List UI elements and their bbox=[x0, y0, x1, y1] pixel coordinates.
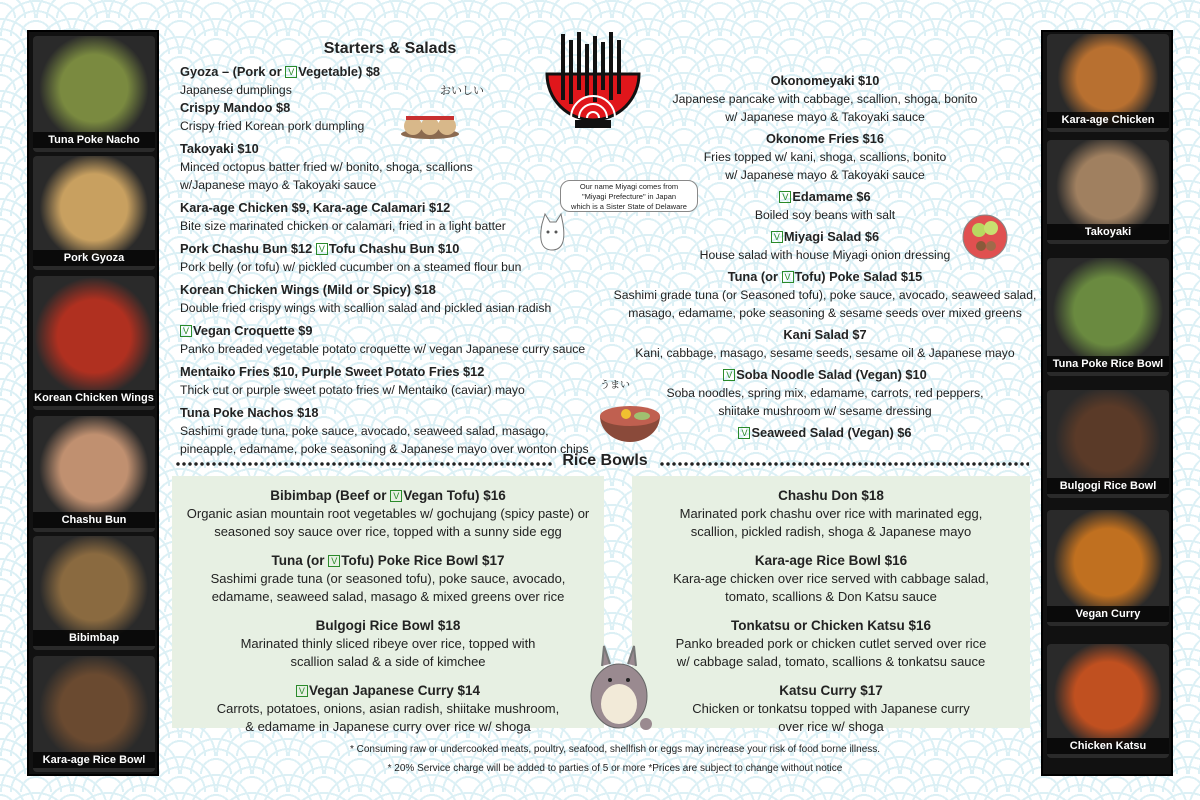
rice-bowls-title: Rice Bowls bbox=[562, 452, 648, 469]
food-photo bbox=[1047, 34, 1169, 132]
food-photo bbox=[33, 416, 155, 532]
menu-item-description: Japanese dumplings bbox=[180, 83, 292, 97]
menu-item-description: Panko breaded vegetable potato croquette w/ vegan Japanese curry sauce bbox=[180, 342, 586, 356]
photo-caption: Kara-age Rice Bowl bbox=[33, 752, 155, 768]
photo-strip-left bbox=[27, 30, 159, 776]
menu-item bbox=[180, 140, 610, 194]
menu-item-description: Panko breaded pork or chicken cutlet served over rice bbox=[675, 636, 987, 651]
menu-item-description: w/ Japanese mayo & Takoyaki sauce bbox=[725, 168, 925, 182]
menu-item bbox=[180, 322, 610, 358]
food-photo bbox=[1047, 644, 1169, 758]
item-name-text: Chashu Don $18 bbox=[778, 488, 884, 503]
photo-caption: Chashu Bun bbox=[33, 512, 155, 528]
menu-item-description: Pork belly (or tofu) w/ pickled cucumber on a steamed flour bun bbox=[180, 260, 522, 274]
rice-bowls-right-box bbox=[632, 476, 1030, 734]
menu-item bbox=[600, 366, 1050, 420]
food-photo bbox=[33, 276, 155, 410]
menu-item-name bbox=[172, 616, 604, 635]
menu-item-name bbox=[600, 326, 1050, 344]
menu-item-name bbox=[600, 424, 1050, 442]
item-name-text: Korean Chicken Wings (Mild or Spicy) $18 bbox=[180, 282, 436, 297]
item-name-text: Edamame $6 bbox=[792, 189, 871, 204]
menu-item-name bbox=[180, 322, 610, 340]
photo-strip-right bbox=[1041, 30, 1173, 776]
photo-caption: Korean Chicken Wings bbox=[34, 392, 154, 404]
menu-item-description: Soba noodles, spring mix, edamame, carrots, red peppers, bbox=[666, 386, 984, 400]
menu-item-name bbox=[180, 140, 610, 158]
menu-item bbox=[172, 616, 604, 671]
menu-item bbox=[632, 551, 1030, 606]
menu-item-description: shiitake mushroom w/ sesame dressing bbox=[718, 404, 932, 418]
menu-item-description: w/Japanese mayo & Takoyaki sauce bbox=[180, 178, 377, 192]
photo-caption: Pork Gyoza bbox=[33, 250, 155, 266]
item-name-text: Bulgogi Rice Bowl $18 bbox=[315, 618, 461, 633]
menu-item-description: w/ Japanese mayo & Takoyaki sauce bbox=[725, 110, 925, 124]
item-name-text: Pork Chashu Bun $12 bbox=[180, 241, 316, 256]
item-name-text: Kara-age Chicken $9, Kara-age Calamari $12 bbox=[180, 200, 451, 215]
menu-item-name bbox=[632, 681, 1030, 700]
vegan-mark-icon: V bbox=[782, 271, 794, 283]
item-name-text: Vegan Tofu) $16 bbox=[403, 488, 506, 503]
food-photo bbox=[33, 656, 155, 772]
item-name-text: Mentaiko Fries $10, Purple Sweet Potato Fries $12 bbox=[180, 364, 485, 379]
item-name-text: Tofu) Poke Salad $15 bbox=[794, 269, 923, 284]
vegan-mark-icon: V bbox=[723, 369, 735, 381]
item-name-text: Kara-age Rice Bowl $16 bbox=[754, 553, 908, 568]
menu-item-description: pineapple, edamame, poke seasoning & Japanese mayo over wonton chips bbox=[180, 442, 589, 456]
menu-item bbox=[632, 486, 1030, 541]
item-name-text: Vegan Croquette $9 bbox=[193, 323, 313, 338]
item-name-text: Tofu Chashu Bun $10 bbox=[328, 241, 460, 256]
menu-item-description: Sashimi grade tuna (or Seasoned tofu), poke sauce, avocado, seaweed salad, bbox=[613, 288, 1037, 302]
menu-item-name bbox=[600, 130, 1050, 148]
menu-item-name bbox=[180, 63, 610, 81]
menu-item-name bbox=[632, 616, 1030, 635]
food-photo bbox=[1047, 390, 1169, 498]
menu-item bbox=[172, 681, 604, 736]
menu-item-description: Chicken or tonkatsu topped with Japanese curry bbox=[692, 701, 970, 716]
menu-item-description: Double fried crispy wings with scallion salad and pickled asian radish bbox=[180, 301, 552, 315]
menu-item-name bbox=[172, 486, 604, 505]
menu-item-description: Marinated thinly sliced ribeye over rice, topped with bbox=[240, 636, 536, 651]
item-name-text: Soba Noodle Salad (Vegan) $10 bbox=[736, 367, 927, 382]
photo-caption: Chicken Katsu bbox=[1047, 738, 1169, 754]
item-name-text: Tuna Poke Nachos $18 bbox=[180, 405, 319, 420]
food-photo bbox=[33, 36, 155, 152]
menu-item-description: Japanese pancake with cabbage, scallion, shoga, bonito bbox=[672, 92, 978, 106]
cat-mascot-icon bbox=[537, 210, 567, 254]
item-name-text: Tuna (or bbox=[271, 553, 329, 568]
rice-bowls-left-box bbox=[172, 476, 604, 734]
photo-caption: Takoyaki bbox=[1047, 224, 1169, 240]
menu-item-description: over rice w/ shoga bbox=[778, 719, 884, 734]
menu-item-description: Sashimi grade tuna (or seasoned tofu), poke sauce, avocado, bbox=[210, 571, 566, 586]
menu-item-description: seasoned soy sauce over rice, topped with a sunny side egg bbox=[214, 524, 562, 539]
menu-item bbox=[600, 424, 1050, 442]
menu-item-name bbox=[600, 72, 1050, 90]
menu-item-description: masago, edamame, poke seasoning & sesame seeds over mixed greens bbox=[628, 306, 1022, 320]
item-name-text: Okonome Fries $16 bbox=[765, 131, 885, 146]
photo-caption: Tuna Poke Nacho bbox=[33, 132, 155, 148]
menu-item-name bbox=[600, 366, 1050, 384]
takoyaki-mascot-icon bbox=[400, 108, 460, 140]
item-name-text: Kani Salad $7 bbox=[783, 327, 867, 342]
menu-item-description: Kara-age chicken over rice served with cabbage salad, bbox=[673, 571, 989, 586]
photo-caption: Tuna Poke Rice Bowl bbox=[1047, 356, 1169, 372]
item-name-text: Miyagi Salad $6 bbox=[783, 229, 880, 244]
menu-item-description: edamame, seaweed salad, masago & mixed greens over rice bbox=[211, 589, 565, 604]
menu-item bbox=[600, 130, 1050, 184]
dotted-line bbox=[659, 462, 1029, 466]
menu-item bbox=[600, 326, 1050, 362]
oishii-label: おいしい bbox=[440, 85, 484, 97]
item-name-text: Takoyaki $10 bbox=[180, 141, 259, 156]
vegan-mark-icon: V bbox=[316, 243, 328, 255]
item-name-text: Vegetable) $8 bbox=[298, 64, 381, 79]
vegan-mark-icon: V bbox=[390, 490, 402, 502]
item-name-text: Crispy Mandoo $8 bbox=[180, 100, 291, 115]
footer-disclaimer: * Consuming raw or undercooked meats, poultry, seafood, shellfish or eggs may increase your risk of food borne illness. bbox=[349, 744, 881, 755]
menu-item-name bbox=[180, 363, 610, 381]
menu-item-description: scallion, pickled radish, shoga & Japanese mayo bbox=[690, 524, 972, 539]
food-photo bbox=[33, 536, 155, 650]
menu-item bbox=[172, 551, 604, 606]
menu-item bbox=[180, 281, 610, 317]
item-name-text: Seaweed Salad (Vegan) $6 bbox=[751, 425, 912, 440]
vegan-mark-icon: V bbox=[285, 66, 297, 78]
bubble-line: which is a Sister State of Delaware bbox=[571, 202, 687, 211]
menu-item-description: w/ cabbage salad, tomato, scallions & tonkatsu sauce bbox=[676, 654, 986, 669]
menu-item-name bbox=[632, 551, 1030, 570]
vegan-mark-icon: V bbox=[328, 555, 340, 567]
item-name-text: Tuna (or bbox=[727, 269, 782, 284]
food-photo bbox=[1047, 258, 1169, 376]
item-name-text: Gyoza – (Pork or bbox=[180, 64, 286, 79]
menu-item-description: tomato, scallions & Don Katsu sauce bbox=[725, 589, 937, 604]
photo-caption: Kara-age Chicken bbox=[1047, 112, 1169, 128]
menu-item bbox=[180, 404, 610, 458]
menu-item bbox=[600, 72, 1050, 126]
menu-item-name bbox=[172, 551, 604, 570]
menu-item bbox=[172, 486, 604, 541]
vegan-mark-icon: V bbox=[296, 685, 308, 697]
item-name-text: Katsu Curry $17 bbox=[779, 683, 883, 698]
menu-item-description: Kani, cabbage, masago, sesame seeds, sesame oil & Japanese mayo bbox=[635, 346, 1015, 360]
footer-service-charge: * 20% Service charge will be added to parties of 5 or more *Prices are subject to change without notice bbox=[387, 763, 843, 774]
menu-item bbox=[600, 268, 1050, 322]
item-name-text: Tofu) Poke Rice Bowl $17 bbox=[341, 553, 505, 568]
item-name-text: Bibimbap (Beef or bbox=[270, 488, 391, 503]
menu-item-name bbox=[172, 681, 604, 700]
menu-item bbox=[180, 63, 610, 99]
menu-item bbox=[180, 363, 610, 399]
photo-caption: Bibimbap bbox=[33, 630, 155, 646]
menu-item-description: Bite size marinated chicken or calamari, fried in a light batter bbox=[180, 219, 506, 233]
starters-section-title: Starters & Salads bbox=[323, 40, 457, 57]
bubble-line: "Miyagi Prefecture" in Japan bbox=[581, 192, 677, 201]
item-name-text: Tonkatsu or Chicken Katsu $16 bbox=[730, 618, 932, 633]
menu-item-description: Marinated pork chashu over rice with marinated egg, bbox=[679, 506, 983, 521]
ramen-mascot-icon bbox=[598, 398, 662, 446]
dotted-line bbox=[175, 462, 553, 466]
menu-item-description: Fries topped w/ kani, shoga, scallions, bonito bbox=[703, 150, 947, 164]
menu-item-name bbox=[180, 281, 610, 299]
menu-item-name bbox=[600, 268, 1050, 286]
menu-item-name bbox=[180, 404, 610, 422]
menu-item-description: Organic asian mountain root vegetables w/ gochujang (spicy paste) or bbox=[186, 506, 590, 521]
food-photo bbox=[33, 156, 155, 270]
menu-item-name bbox=[180, 99, 610, 117]
vegan-mark-icon: V bbox=[771, 231, 783, 243]
menu-item-description: Sashimi grade tuna, poke sauce, avocado, seaweed salad, masago, bbox=[180, 424, 549, 438]
bubble-line: Our name Miyagi comes from bbox=[579, 182, 679, 191]
food-photo bbox=[1047, 510, 1169, 626]
menu-item-description: Crispy fried Korean pork dumpling bbox=[180, 119, 365, 133]
menu-item-description: Boiled soy beans with salt bbox=[754, 208, 896, 222]
menu-item bbox=[180, 99, 610, 135]
salad-icon bbox=[961, 214, 1009, 260]
umai-label: うまい bbox=[600, 380, 630, 391]
vegan-mark-icon: V bbox=[738, 427, 750, 439]
menu-item-description: Minced octopus batter fried w/ bonito, shoga, scallions bbox=[180, 160, 473, 174]
photo-caption: Vegan Curry bbox=[1047, 606, 1169, 622]
menu-item-description: & edamame in Japanese curry over rice w/ shoga bbox=[245, 719, 531, 734]
totoro-mascot-icon bbox=[584, 644, 654, 730]
menu-item-description: Carrots, potatoes, onions, asian radish, shiitake mushroom, bbox=[216, 701, 560, 716]
item-name-text: Okonomeyaki $10 bbox=[770, 73, 880, 88]
menu-item-description: Thick cut or purple sweet potato fries w/ Mentaiko (caviar) mayo bbox=[180, 383, 525, 397]
menu-item bbox=[632, 681, 1030, 736]
photo-caption: Bulgogi Rice Bowl bbox=[1047, 478, 1169, 494]
speech-bubble bbox=[560, 180, 698, 212]
menu-item-description: scallion salad & a side of kimchee bbox=[290, 654, 486, 669]
menu-item-description: House salad with house Miyagi onion dressing bbox=[699, 248, 951, 262]
rice-bowls-divider bbox=[175, 454, 1030, 472]
vegan-mark-icon: V bbox=[779, 191, 791, 203]
food-photo bbox=[1047, 140, 1169, 244]
item-name-text: Vegan Japanese Curry $14 bbox=[308, 683, 481, 698]
menu-item bbox=[632, 616, 1030, 671]
menu-item-name bbox=[632, 486, 1030, 505]
vegan-mark-icon: V bbox=[180, 325, 192, 337]
